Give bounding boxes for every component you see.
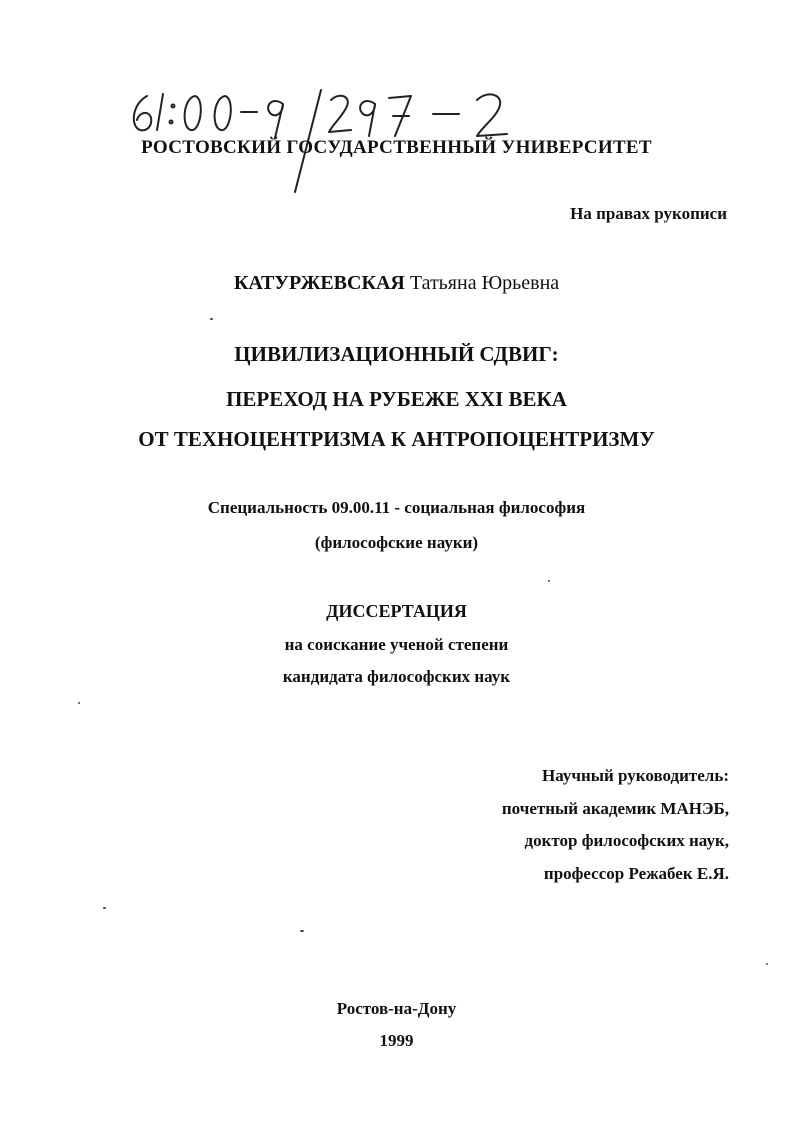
scan-speck xyxy=(300,930,304,932)
university-name: РОСТОВСКИЙ ГОСУДАРСТВЕННЫЙ УНИВЕРСИТЕТ xyxy=(141,137,652,158)
advisor-heading: Научный руководитель: xyxy=(542,766,729,785)
scan-speck xyxy=(766,963,768,965)
city: Ростов-на-Дону xyxy=(336,999,457,1018)
specialty-field: (философские науки) xyxy=(314,533,479,552)
author-given-names: Татьяна Юрьевна xyxy=(409,272,560,294)
dissertation-title-line-3: ОТ ТЕХНОЦЕНТРИЗМА К АНТРОПОЦЕНТРИЗМУ xyxy=(138,427,655,451)
scan-speck xyxy=(78,702,80,704)
degree-line-2: кандидата философских наук xyxy=(282,667,511,686)
degree-line-1: на соискание ученой степени xyxy=(284,635,509,654)
advisor-line-1: почетный академик МАНЭБ, xyxy=(501,799,729,818)
advisor-line-2: доктор философских наук, xyxy=(524,831,729,850)
author-name xyxy=(0,272,793,295)
advisor-line-3: профессор Режабек Е.Я. xyxy=(543,864,729,883)
scan-speck xyxy=(548,580,550,582)
document-type-heading: ДИССЕРТАЦИЯ xyxy=(326,601,467,621)
dissertation-title-line-2: ПЕРЕХОД НА РУБЕЖЕ XXI ВЕКА xyxy=(226,387,567,411)
scan-speck xyxy=(210,318,213,320)
scan-speck xyxy=(103,907,106,909)
specialty-line: Специальность 09.00.11 - социальная философия xyxy=(207,498,586,517)
manuscript-note: На правах рукописи xyxy=(570,204,727,223)
dissertation-title-line-1: ЦИВИЛИЗАЦИОННЫЙ СДВИГ: xyxy=(234,342,559,366)
author-surname: КАТУРЖЕВСКАЯ xyxy=(233,272,405,294)
year: 1999 xyxy=(379,1031,414,1050)
